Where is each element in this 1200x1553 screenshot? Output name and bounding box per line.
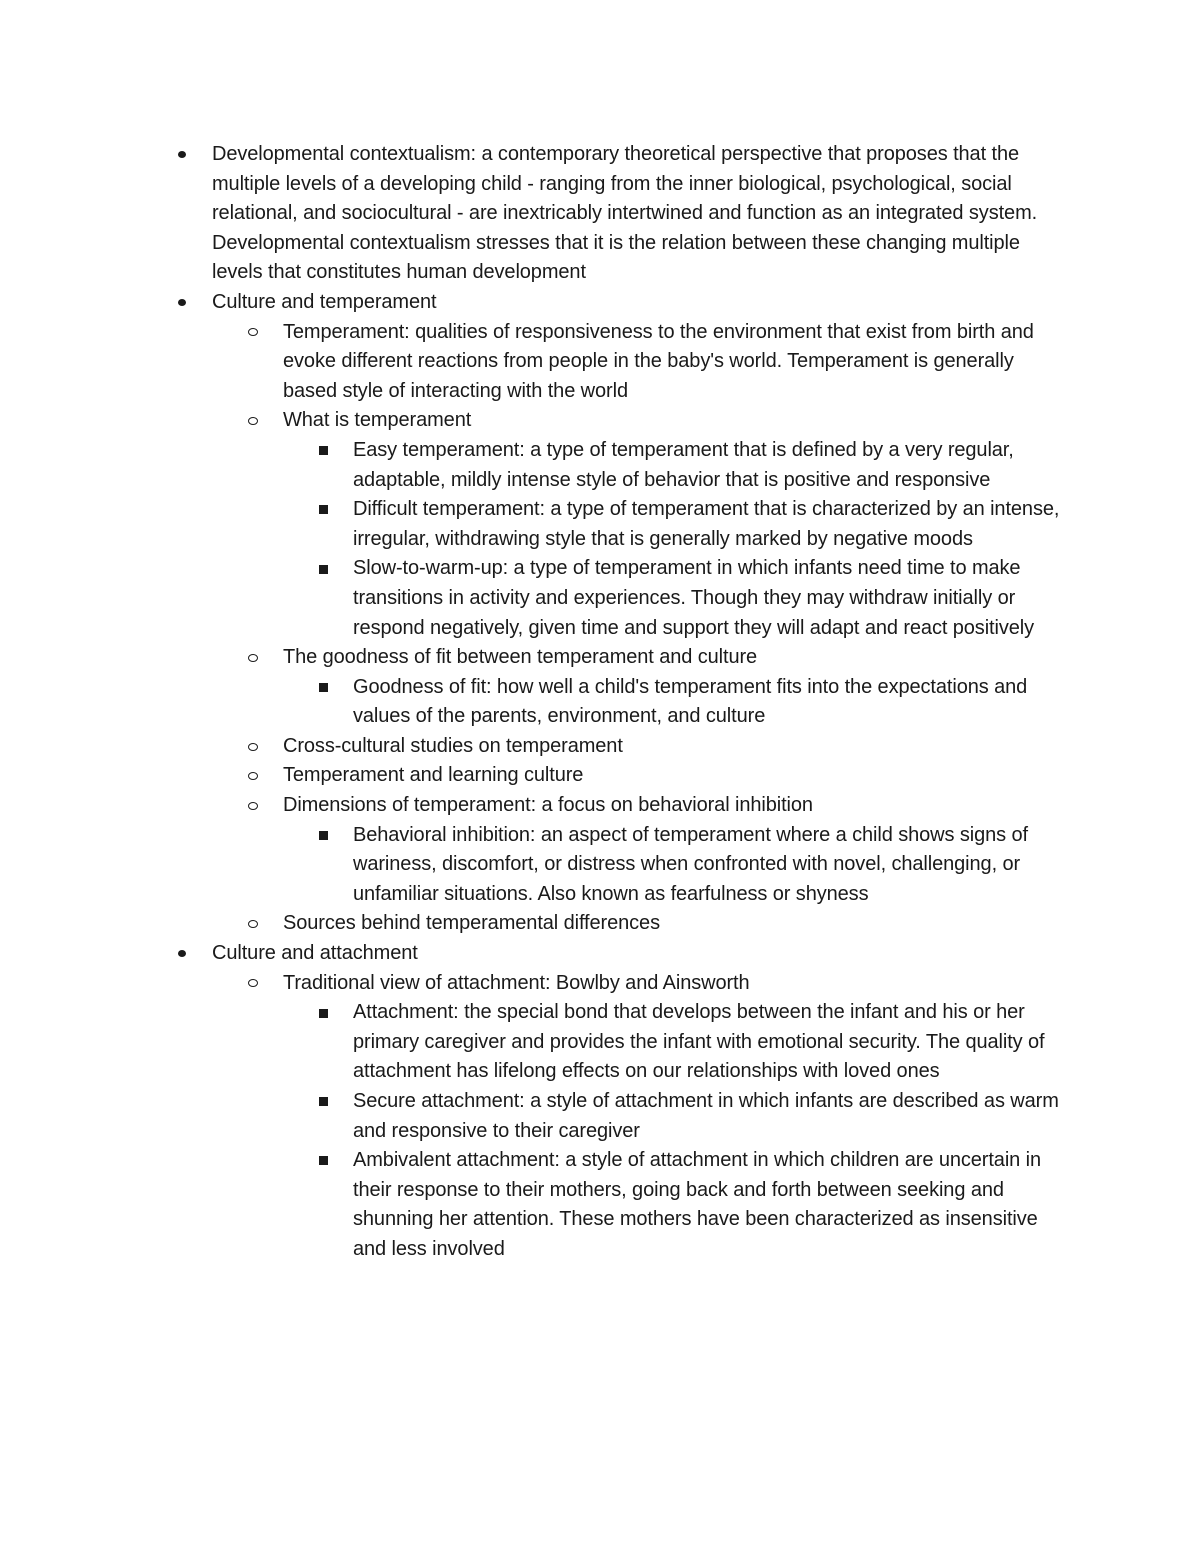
square-bullet-icon [315,554,331,584]
list-item [0,554,1073,643]
bullet-icon [174,939,190,969]
square-bullet-icon [315,1146,331,1176]
list-item-text: Attachment: the special bond that develops between the infant and his or her primary caregiver and provides the infant with emotional security. The quality of attachment has lifelong effects on our relationships with loved ones [353,1001,1045,1083]
list-item [0,436,1073,495]
list-item-text: Temperament and learning culture [283,764,584,787]
bullet-icon [174,140,190,170]
list-item-text: Slow-to-warm-up: a type of temperament in which infants need time to make transitions in activity and experiences. Though they may withdraw initially or respond negatively, given time and support they will adapt and react positively [353,557,1035,639]
list-item [0,318,1073,407]
square-bullet-icon [315,673,331,703]
list-item-text: Difficult temperament: a type of temperament that is characterized by an intense, irregular, withdrawing style that is generally marked by negative moods [353,498,1060,550]
list-item [0,643,1073,673]
circle-bullet-icon [245,732,261,762]
square-bullet-icon [315,495,331,525]
list-item-text: Traditional view of attachment: Bowlby and Ainsworth [283,971,750,994]
list-item-text: What is temperament [283,409,472,432]
list-item-text: Goodness of fit: how well a child's temperament fits into the expectations and values of the parents, environment, and culture [353,675,1028,728]
list-item-text: Culture and attachment [212,942,418,965]
list-item-text: Secure attachment: a style of attachment in which infants are described as warm and responsive to their caregiver [353,1090,1059,1142]
square-bullet-icon [315,436,331,466]
list-item [0,761,1073,791]
list-item [0,969,1073,999]
circle-bullet-icon [245,909,261,939]
list-item [0,1087,1073,1146]
list-item-text: Sources behind temperamental differences [283,912,660,935]
square-bullet-icon [315,998,331,1028]
circle-bullet-icon [245,406,261,436]
list-item [0,791,1073,821]
list-item [0,288,1072,318]
list-item [0,495,1073,554]
list-item [0,1146,1073,1264]
square-bullet-icon [315,821,331,851]
circle-bullet-icon [245,969,261,999]
circle-bullet-icon [245,318,261,348]
list-item-text: Easy temperament: a type of temperament that is defined by a very regular, adaptable, mildly intense style of behavior that is positive and responsive [353,438,1014,491]
list-item [0,821,1073,910]
bullet-icon [174,288,190,318]
list-item-text: The goodness of fit between temperament and culture [283,646,758,669]
list-item-text: Culture and temperament [212,290,437,313]
square-bullet-icon [315,1087,331,1117]
list-item [0,939,1072,969]
list-item-text: Ambivalent attachment: a style of attachment in which children are uncertain in their response to their mothers, going back and forth between seeking and shunning her attention. These mothers have been characterized as insensitive and less involved [353,1149,1042,1260]
list-item-text: Behavioral inhibition: an aspect of temperament where a child shows signs of wariness, discomfort, or distress when confronted with novel, challenging, or unfamiliar situations. Also known as fearfulness or shyness [353,823,1028,905]
list-item [0,673,1073,732]
list-item [0,732,1073,762]
circle-bullet-icon [245,643,261,673]
list-item-text: Developmental contextualism: a contemporary theoretical perspective that proposes that the multiple levels of a developing child - ranging from the inner biological, psychological, social relational, and sociocultural - are inextricably intertwined and function as an integrated system. Developmental contextualism stresses that it is the relation between these changing multiple levels that constitutes human development [212,143,1038,284]
list-item [0,140,1072,288]
list-item [0,909,1073,939]
list-item-text: Cross-cultural studies on temperament [283,734,623,757]
outline-list [0,140,1200,1265]
list-item-text: Dimensions of temperament: a focus on behavioral inhibition [283,794,813,817]
circle-bullet-icon [245,761,261,791]
circle-bullet-icon [245,791,261,821]
list-item [0,998,1073,1087]
list-item-text: Temperament: qualities of responsiveness to the environment that exist from birth and evoke different reactions from people in the baby's world. Temperament is generally based style of interacting with the world [283,320,1034,402]
list-item [0,406,1073,436]
